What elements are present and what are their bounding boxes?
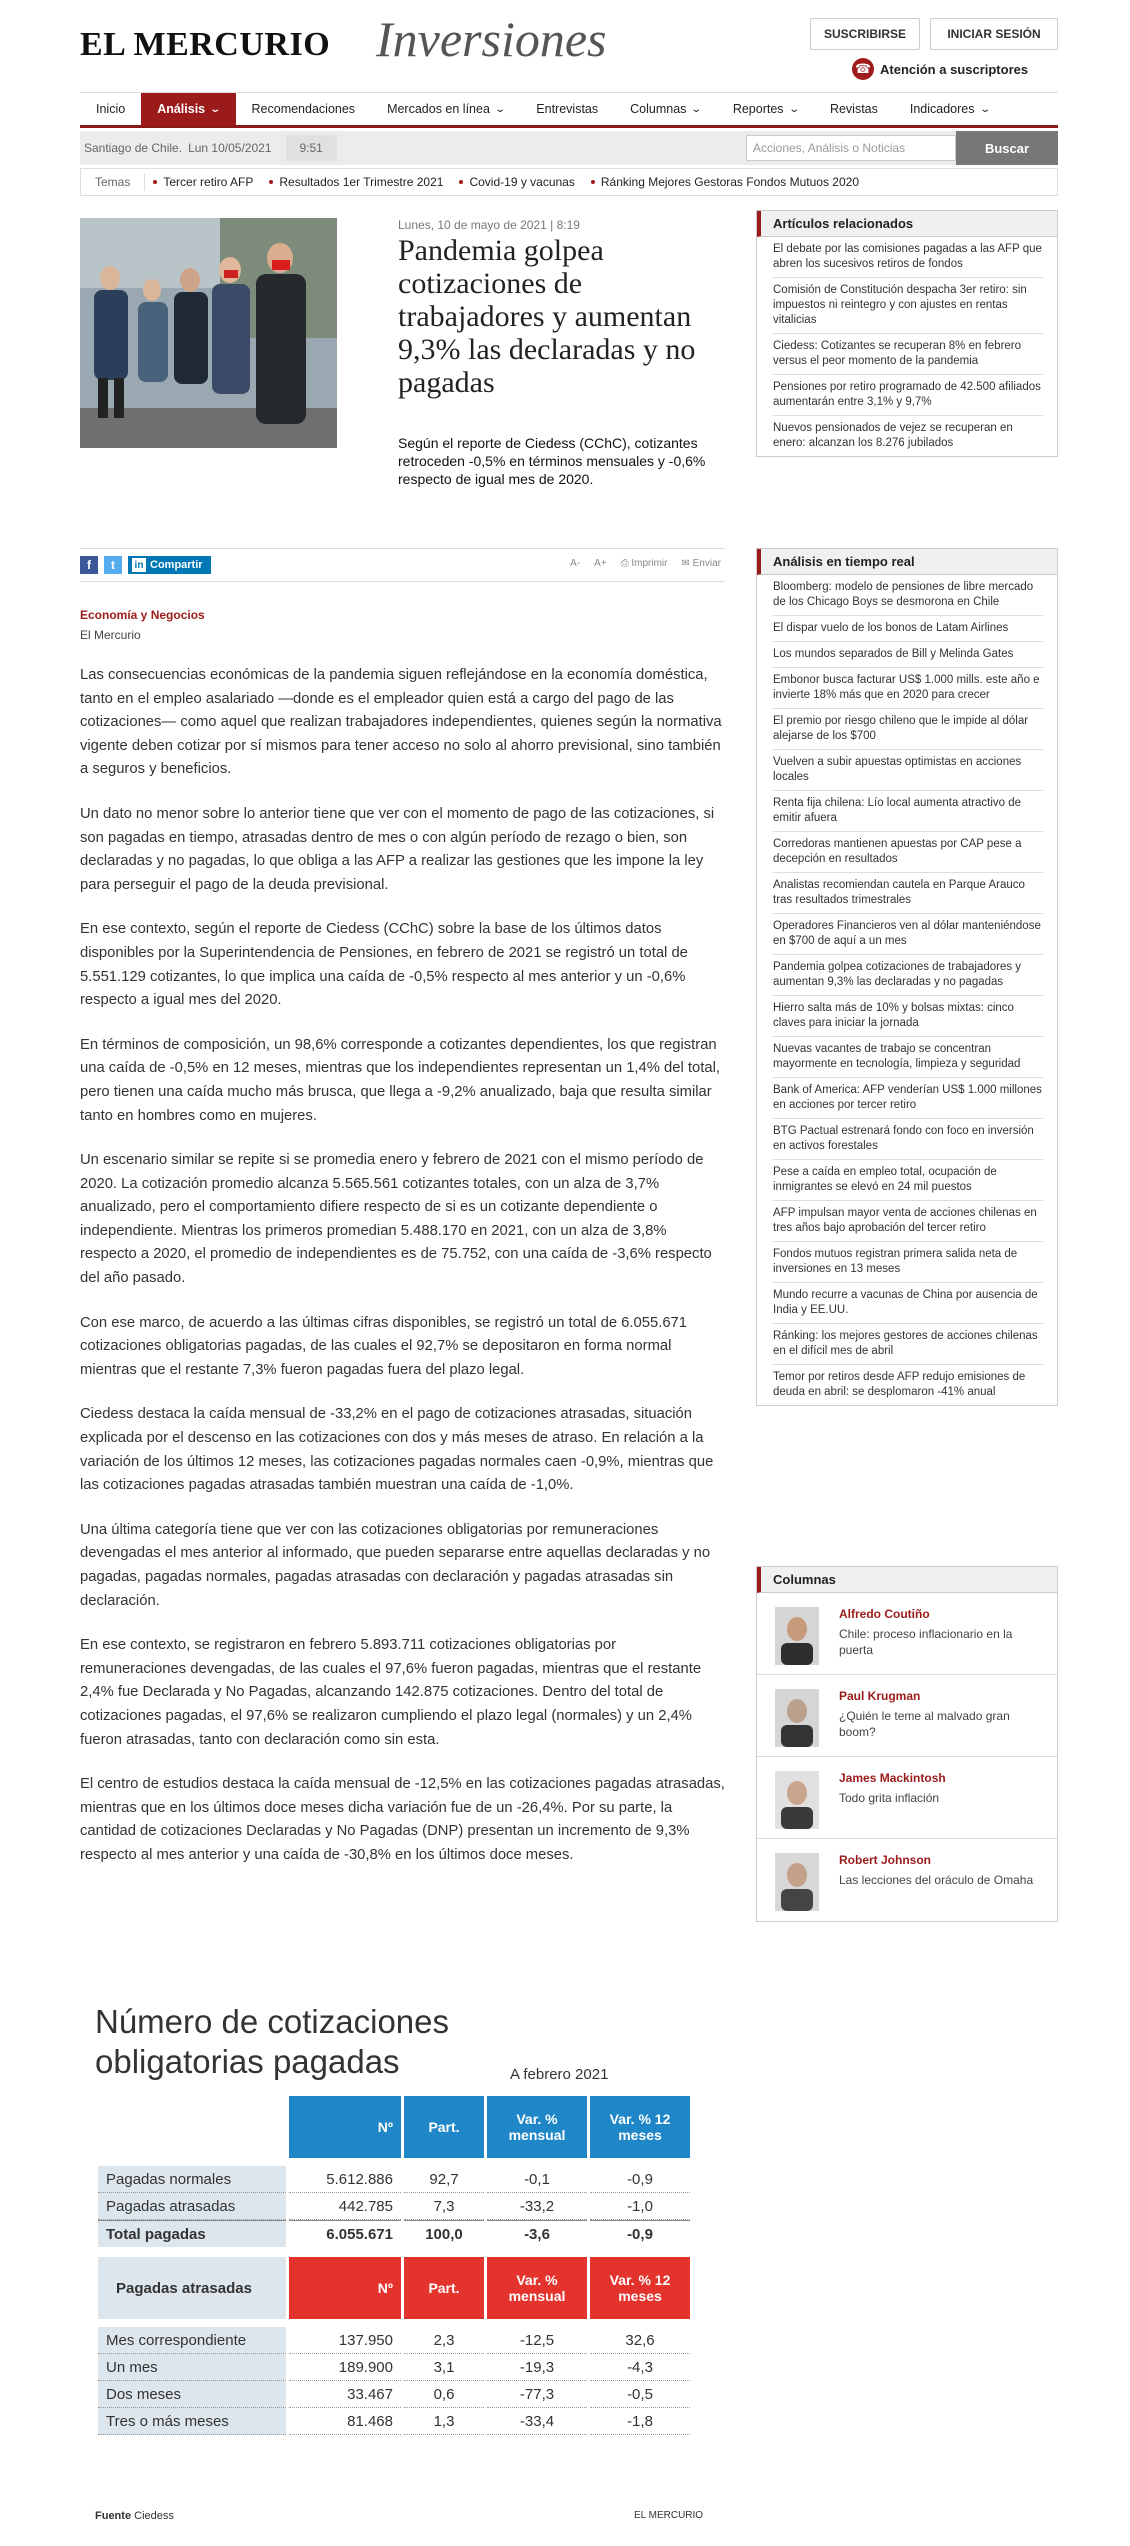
header-cell: Var. % mensual [487,2096,587,2158]
source-name: Ciedess [134,2510,174,2522]
phone-icon: ☎ [852,58,874,80]
related-article-link[interactable]: Ciedess: Cotizantes se recuperan 8% en febrero versus el peor momento de la pandemia [773,334,1043,375]
paragraph: Una última categoría tiene que ver con las cotizaciones obligatorias por remuneraciones devengadas el mes anterior al informado, que pueden separarse entre aquellas declaradas y no pagadas, pagadas normales, pagadas atrasadas con declaración y pagadas atrasadas sin declaración. [80,1521,711,1609]
realtime-link[interactable]: Corredoras mantienen apuestas por CAP pese a decepción en resultados [773,832,1043,873]
location-text: Santiago de Chile. [84,141,183,155]
realtime-link[interactable]: Bank of America: AFP venderían US$ 1.000 millones en acciones por tercer retiro [773,1078,1043,1119]
row-label: Pagadas normales [98,2166,286,2193]
font-decrease-button[interactable]: A- [570,558,581,569]
column-title: Chile: proceso inflacionario en la puerta [839,1627,1013,1657]
cell: 442.785 [289,2193,401,2220]
cell: 32,6 [590,2327,690,2354]
related-article-link[interactable]: Pensiones por retiro programado de 42.500 afiliados aumentarán entre 3,1% y 9,7% [773,375,1043,416]
paragraph: Un escenario similar se repite si se promedia enero y febrero de 2021 con el mismo período de 2020. La cotización promedio alcanza 5.565.561 cotizantes totales, con un alza de 3,7% anualizado, pero el comportamiento difiere respecto de si es un cotizante dependiente o independiente. Mientras los primeros promedian 5.488.170 en 2021, con un alza de 3,8% respecto a 2020, el promedio de independientes es de 75.752, con una caída de -3,6% respecto del año pasado. [80,1152,712,1287]
nav-item-mercados[interactable] [371,93,520,126]
paragraph: Con ese marco, de acuerdo a las últimas cifras disponibles, se registró un total de 6.055.671 cotizaciones obligatorias pagadas, de las cuales el 92,7% se depositaron en forma normal mientras que el restante 7,3% fueron pagadas fuera del plazo legal. [80,1314,688,1378]
send-button[interactable] [681,558,721,569]
cell: -19,3 [487,2354,587,2381]
cell: -4,3 [590,2354,690,2381]
nav-label: Entrevistas [536,102,599,116]
cell: -12,5 [487,2327,587,2354]
search-input[interactable]: Acciones, Análisis o Noticias [746,135,956,161]
site-header [80,0,1058,90]
cell: 137.950 [289,2327,401,2354]
cell: 6.055.671 [289,2220,401,2247]
topic-link[interactable]: Covid-19 y vacunas [451,175,582,189]
cell: -0,1 [487,2166,587,2193]
chevron-down-icon: ⌄ [690,103,703,115]
header-cell: Nº [289,2257,401,2319]
paragraph: En términos de composición, un 98,6% corresponde a cotizantes dependientes, los que registran una caída de -0,5% en 12 meses, mientras que los independientes representan un 1,4% del total, pero tienen una caída mucho más brusca, que llega a -9,2% anualizado, baja que resulta similar tanto en hombres como en mujeres. [80,1036,720,1124]
envelope-icon: ✉ [681,558,693,569]
search-button[interactable]: Buscar [956,131,1058,165]
article-section[interactable]: Economía y Negocios [80,608,205,622]
columns-box [756,1566,1058,1922]
nav-label: Reportes [732,102,784,116]
cell: 92,7 [404,2166,484,2193]
realtime-link[interactable]: Pandemia golpea cotizaciones de trabajadores y aumentan 9,3% las declaradas y no pagadas [773,955,1043,996]
author-avatar [775,1853,819,1911]
chevron-down-icon: ⌄ [494,103,506,115]
realtime-link[interactable]: Fondos mutuos registran primera salida neta de inversiones en 13 meses [773,1242,1043,1283]
spacer [98,2319,690,2327]
infographic-credit: EL MERCURIO [634,2510,704,2521]
related-articles-title: Artículos relacionados [757,211,1057,237]
nav-label: Análisis [157,102,206,116]
paragraph: En ese contexto, se registraron en febrero 5.893.711 cotizaciones obligatorias por remuneraciones devengadas, de las cuales el 97,6% fueron pagadas, mientras que el restante 2,4% fue Declarada y No Pagadas, alcanzando 142.875 cotizaciones. Dentro del total de cotizaciones pagadas, el 97,6% se realizaron cumpliendo el plazo legal (normales) y un 2,4% fueron atrasadas, tanto con declaración como sin esta. [80,1637,702,1748]
article-title: Pandemia golpea cotizaciones de trabajadores y aumentan 9,3% las declaradas y no pagadas [398,234,696,399]
infographic-title-line: Número de cotizaciones [95,2003,450,2040]
realtime-analysis-box [756,548,1058,1406]
cell: 81.468 [289,2408,401,2435]
row-group-label: Pagadas atrasadas [98,2257,286,2319]
row-label: Tres o más meses [98,2408,286,2435]
printer-icon: ⎙ [620,558,632,569]
header-cell: Part. [404,2096,484,2158]
header-cell: Part. [404,2257,484,2319]
cotizaciones-table [95,2096,693,2435]
topics-label: Temas [81,173,145,191]
related-article-link[interactable]: El debate por las comisiones pagadas a las AFP que abren los sucesivos retiros de fondos [773,237,1043,278]
column-title: Todo grita inflación [839,1791,940,1805]
subscriber-support-link[interactable] [852,58,1028,80]
column-item[interactable] [757,1593,1057,1675]
nav-item-entrevistas[interactable] [520,93,614,126]
share-label: Compartir [150,559,203,571]
linkedin-share-button[interactable] [128,556,211,574]
nav-item-revistas[interactable] [814,93,894,126]
topics-bar [80,168,1058,196]
realtime-link[interactable]: Los mundos separados de Bill y Melinda Gates [773,642,1043,668]
cell: -1,0 [590,2193,690,2220]
infographic-table [80,2000,725,2530]
row-label: Mes correspondiente [98,2327,286,2354]
facebook-icon[interactable]: f [80,556,98,574]
cell: -33,4 [487,2408,587,2435]
subscriber-support-label: Atención a suscriptores [880,61,1029,77]
article-photo [80,218,337,448]
paragraph: Un dato no menor sobre lo anterior tiene que ver con el momento de pago de las cotizaciones, si son pagadas en tiempo, atrasadas dentro de mes o con algún período de rezago o bien, son declaradas y no pagadas, lo que obliga a las AFP a realizar las gestiones que les impone la ley para perseguir el pago de la deuda previsional. [80,805,715,893]
print-label: Imprimir [631,558,668,569]
paragraph: El centro de estudios destaca la caída mensual de -12,5% en las cotizaciones pagadas atrasadas, mientras que en los últimos doce meses dicha variación fue de un -26,4%. Por su parte, la cantidad de cotizaciones Declaradas y No Pagadas (DNP) presentan un incremento de 9,3% respecto al mes anterior y una caída de -30,8% en los últimos doce meses. [80,1776,725,1863]
send-label: Enviar [692,558,721,569]
author-avatar [775,1689,819,1747]
row-label: Dos meses [98,2381,286,2408]
row-label: Total pagadas [98,2220,286,2247]
cell: -1,8 [590,2408,690,2435]
realtime-link[interactable]: Mundo recurre a vacunas de China por ausencia de India y EE.UU. [773,1283,1043,1324]
nav-item-analisis[interactable] [141,93,235,126]
header-cell: Var. % 12 meses [590,2096,690,2158]
linkedin-icon: in [132,558,146,572]
spacer [98,2158,690,2166]
spacer [98,2247,690,2257]
topic-link[interactable]: Tercer retiro AFP [145,175,261,189]
cell: -0,9 [590,2166,690,2193]
chevron-down-icon: ⌄ [978,103,991,115]
time-text: 9:51 [286,135,337,161]
realtime-link[interactable]: El premio por riesgo chileno que le impide al dólar alejarse de los $700 [773,709,1043,750]
realtime-link[interactable]: Analistas recomiendan cautela en Parque Arauco tras resultados trimestrales [773,873,1043,914]
paragraph: Ciedess destaca la caída mensual de -33,2% en el pago de cotizaciones atrasadas, situación explicada por el descenso en las cotizaciones con dos y más meses de atraso. En relación a la variación de los últimos 12 meses, las cotizaciones pagadas normales caen -0,9%, mientras que las cotizaciones pagadas atrasadas también muestran una caída de -1,0%. [80,1406,714,1494]
date-text: Lun 10/05/2021 [188,141,272,155]
nav-label: Inicio [96,102,126,116]
cell: -77,3 [487,2381,587,2408]
twitter-icon[interactable]: t [104,556,122,574]
source-label: Fuente [95,2510,132,2522]
chevron-down-icon: ⌄ [209,103,222,115]
realtime-link[interactable]: Temor por retiros desde AFP redujo emisiones de deuda en abril: se desplomaron -41% anual [773,1371,1026,1398]
related-article-link[interactable]: Comisión de Constitución despacha 3er retiro: sin impuestos ni reintegro y con ajustes en rentas vitalicias [773,278,1043,334]
cell: 189.900 [289,2354,401,2381]
empty-cell [98,2096,286,2158]
column-item[interactable] [757,1675,1057,1757]
row-label: Pagadas atrasadas [98,2193,286,2220]
article-source: El Mercurio [80,628,141,642]
realtime-link[interactable]: Operadores Financieros ven al dólar manteniéndose en $700 de aquí a un mes [773,914,1043,955]
cell: 3,1 [404,2354,484,2381]
header-cell: Nº [289,2096,401,2158]
header-cell: Var. % mensual [487,2257,587,2319]
nav-item-reportes[interactable] [717,93,814,126]
author-name: Alfredo Coutiño [839,1607,930,1621]
related-articles-box [756,210,1058,457]
nav-label: Indicadores [909,102,975,116]
inversiones-logo[interactable]: Inversiones [376,11,607,67]
realtime-link[interactable]: AFP impulsan mayor venta de acciones chilenas en tres años bajo aprobación del tercer retiro [773,1201,1043,1242]
cell: -3,6 [487,2220,587,2247]
realtime-link[interactable]: Nuevas vacantes de trabajo se concentran mayormente en tecnología, limpieza y seguridad [773,1037,1043,1078]
nav-label: Columnas [630,102,687,116]
topic-link[interactable]: Resultados 1er Trimestre 2021 [261,175,451,189]
realtime-link[interactable]: Renta fija chilena: Lío local aumenta atractivo de emitir afuera [773,791,1043,832]
chevron-down-icon: ⌄ [787,103,800,115]
share-bar [80,548,725,582]
infographic-source [95,2510,174,2522]
infographic-subtitle: A febrero 2021 [510,2066,609,2083]
nav-item-recomendaciones[interactable] [236,93,372,126]
nav-item-columnas[interactable] [614,93,717,126]
author-name: James Mackintosh [839,1771,946,1785]
cell: -33,2 [487,2193,587,2220]
author-avatar [775,1607,819,1665]
article-tools [570,558,721,569]
author-avatar [775,1771,819,1829]
column-item[interactable] [757,1757,1057,1839]
article-meta: Lunes, 10 de mayo de 2021 | 8:19 [398,218,580,232]
cell: 5.612.886 [289,2166,401,2193]
row-label: Un mes [98,2354,286,2381]
subscribe-button[interactable]: SUSCRIBIRSE [810,18,920,50]
font-increase-button[interactable]: A+ [594,558,607,569]
realtime-link[interactable]: Vuelven a subir apuestas optimistas en acciones locales [773,750,1043,791]
realtime-link[interactable]: BTG Pactual estrenará fondo con foco en inversión en activos forestales [773,1119,1043,1160]
article-lead: Según el reporte de Ciedess (CChC), cotizantes retroceden -0,5% en términos mensuales y -0,6% respecto de igual mes de 2020. [398,435,706,487]
print-button[interactable] [621,558,668,569]
header-cell: Var. % 12 meses [590,2257,690,2319]
column-title: ¿Quién le teme al malvado gran boom? [839,1709,1010,1739]
realtime-analysis-title: Análisis en tiempo real [757,549,1057,575]
cell: -0,5 [590,2381,690,2408]
realtime-link[interactable]: El dispar vuelo de los bonos de Latam Airlines [773,616,1043,642]
infographic-title [95,2002,449,2082]
nav-item-indicadores[interactable] [894,93,1005,126]
column-item[interactable] [757,1839,1057,1921]
cell: 0,6 [404,2381,484,2408]
paragraph: En ese contexto, según el reporte de Ciedess (CChC) sobre la base de los últimos datos disponibles por la Superintendencia de Pensiones, en febrero de 2021 se registró un total de 5.551.129 cotizantes, lo que implica una caída de -0,5% respecto al mes anterior y un -0,6% respecto a igual mes del 2020. [80,921,688,1009]
el-mercurio-logo[interactable]: EL MERCURIO [80,26,331,63]
author-name: Robert Johnson [839,1853,931,1867]
columns-title: Columnas [757,1567,1057,1593]
realtime-link[interactable]: Embonor busca facturar US$ 1.000 mills. este año e invierte 18% más que en 2020 para crecer [773,668,1043,709]
column-title: Las lecciones del oráculo de Omaha [839,1873,1034,1887]
paragraph: Las consecuencias económicas de la pandemia siguen reflejándose en la economía doméstica, tanto en el empleo asalariado —donde es el empleador quien está a cargo del pago de las cotizaciones— como aquel que realizan trabajadores independientes, quienes según la normativa vigente deben cotizar por sí mismos para tener acceso no solo al ahorro previsional, sino también a seguros y beneficios. [80,667,722,778]
related-article-link[interactable]: Nuevos pensionados de vejez se recuperan en enero: alcanzan los 8.276 jubilados [773,422,1013,449]
cell: 2,3 [404,2327,484,2354]
cell: 1,3 [404,2408,484,2435]
realtime-link[interactable]: Pese a caída en empleo total, ocupación de inmigrantes se elevó en 24 mil puestos [773,1160,1043,1201]
realtime-link[interactable]: Ránking: los mejores gestores de acciones chilenas en el difícil mes de abril [773,1324,1043,1365]
author-name: Paul Krugman [839,1689,921,1703]
cell: 33.467 [289,2381,401,2408]
nav-label: Recomendaciones [251,102,356,116]
infographic-title-line: obligatorias pagadas [95,2043,400,2080]
cell: -0,9 [590,2220,690,2247]
cell: 7,3 [404,2193,484,2220]
nav-label: Revistas [829,102,878,116]
date-bar [80,131,1058,165]
realtime-link[interactable]: Hierro salta más de 10% y bolsas mixtas: cinco claves para iniciar la jornada [773,996,1043,1037]
cell: 100,0 [404,2220,484,2247]
login-button[interactable]: INICIAR SESIÓN [930,18,1058,50]
nav-label: Mercados en línea [387,102,490,116]
nav-item-inicio[interactable] [80,93,141,126]
realtime-link[interactable]: Bloomberg: modelo de pensiones de libre mercado de los Chicago Boys se desmorona en Chile [773,575,1043,616]
topic-link[interactable]: Ránking Mejores Gestoras Fondos Mutuos 2020 [583,175,867,189]
main-nav [80,92,1058,128]
article-body [80,664,725,1889]
